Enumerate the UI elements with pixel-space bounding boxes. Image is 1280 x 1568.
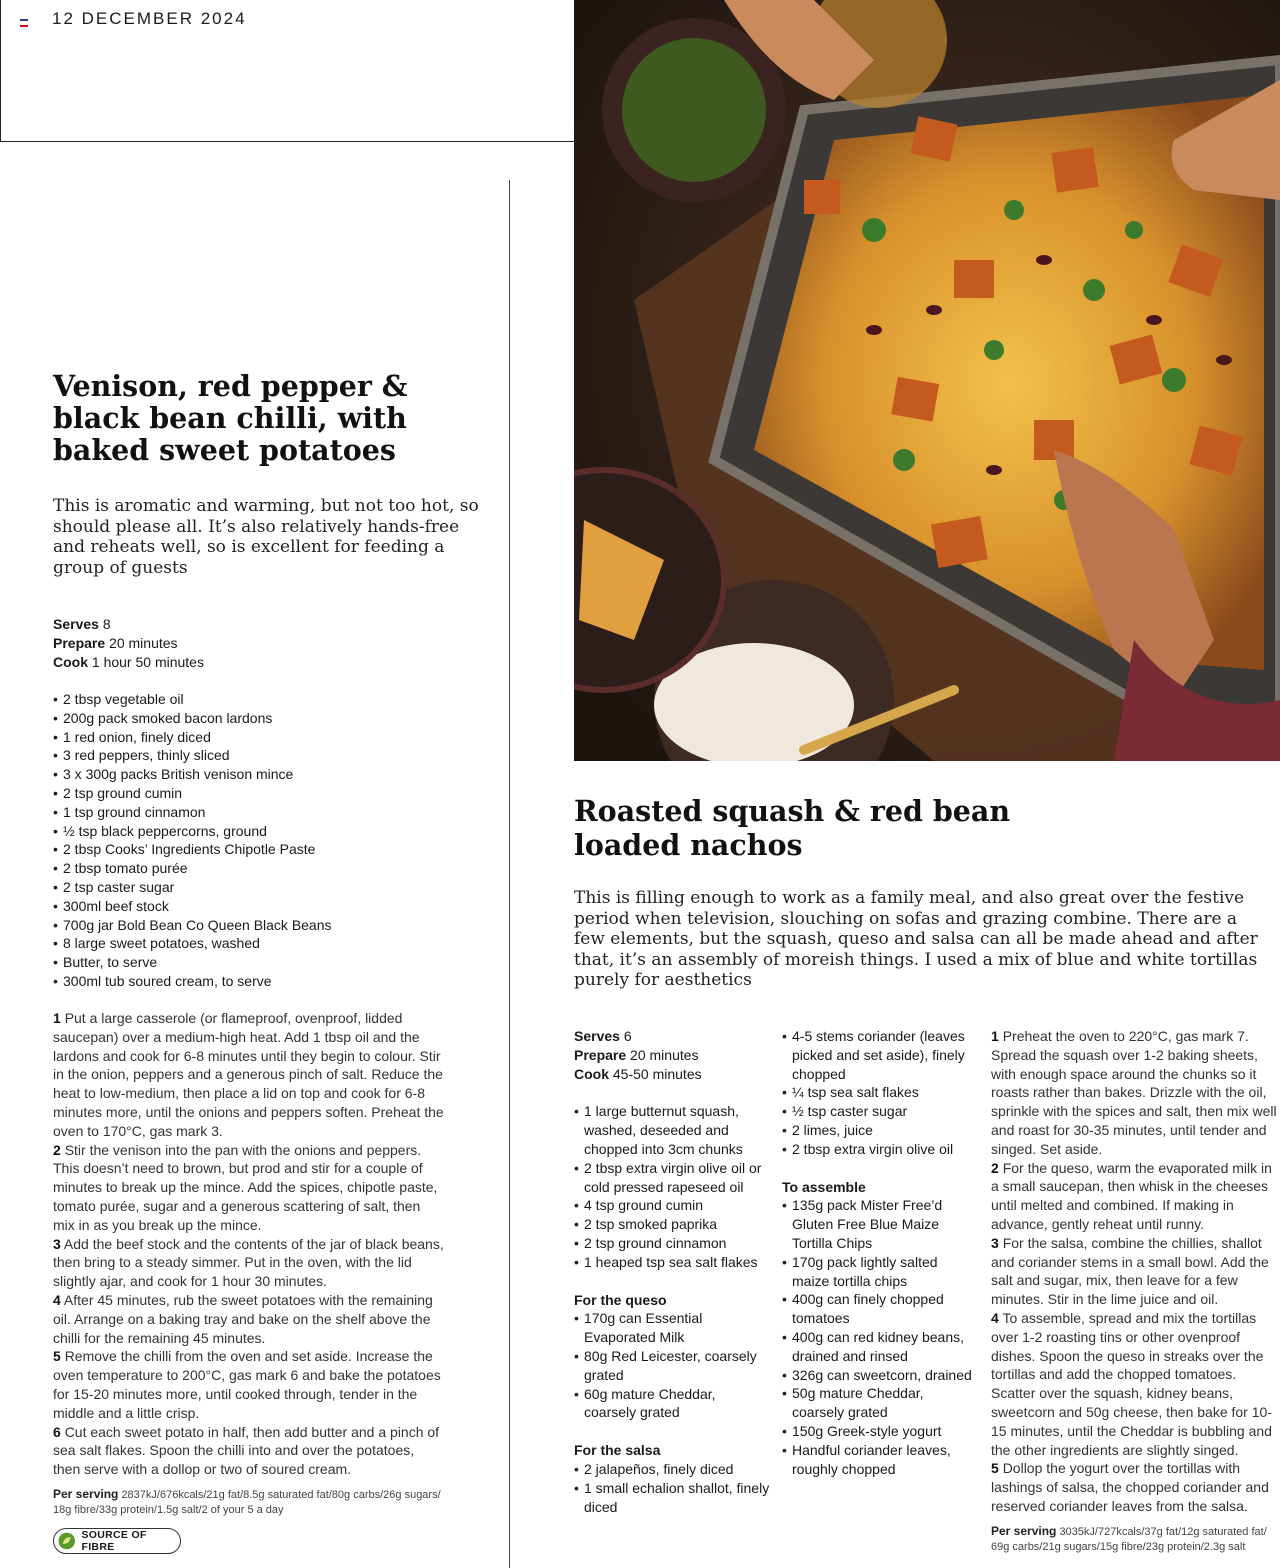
serves: Serves 6 [574, 1028, 632, 1044]
step-text: Remove the chilli from the oven and set aside. Increase the oven temperature to 200°C, gas mark 6 and bake the potatoes for 15-20 minutes more, until cooked through, tender in the middle and a little crisp. [53, 1348, 441, 1421]
step-number: 1 [53, 1010, 61, 1026]
ingredient-item: • 200g pack smoked bacon lardons [53, 709, 493, 728]
ingredient-item: • 1 red onion, finely diced [53, 728, 493, 747]
divider [0, 141, 574, 142]
step-text: Dollop the yogurt over the tortillas with lashings of salsa, the chopped coriander and reserved coriander leaves from the salsa. [991, 1460, 1269, 1514]
ingredient-item: • 2 tsp caster sugar [53, 878, 493, 897]
recipe-intro: This is filling enough to work as a family meal, and also great over the festive period when television, slouching on sofas and grazing combine. There are a few elements, but the squash, queso and salsa can all be made ahead and after that, it’s an assembly of moreish things. I used a mix of blue and white tortillas purely for aesthetics [574, 888, 1258, 990]
ingredient-item: • 135g pack Mister Free’d Gluten Free Blue Maize Tortilla Chips [782, 1196, 972, 1252]
issue-date: 12 DECEMBER 2024 [52, 9, 247, 28]
ingredient-item: • 2 tsp ground cumin [53, 784, 493, 803]
queso-list [574, 1309, 770, 1422]
ingredient-item: • ½ tsp caster sugar [782, 1102, 972, 1121]
ingredient-item: • 300ml tub soured cream, to serve [53, 972, 493, 991]
method-step [53, 1235, 445, 1291]
ingredient-item: • 400g can red kidney beans, drained and rinsed [782, 1328, 972, 1366]
ingredient-item: • 8 large sweet potatoes, washed [53, 934, 493, 953]
step-text: Stir the venison into the pan with the onions and peppers. This doesn’t need to brown, but prod and stir for a couple of minutes to break up the mince. Add the spices, chipotle paste, tomato purée, sugar and a generous scattering of salt, then mix in as you break up the mince. [53, 1141, 438, 1233]
leaf-icon [58, 1532, 76, 1550]
step-number: 1 [991, 1028, 999, 1044]
ingredient-item: • 2 tbsp Cooks’ Ingredients Chipotle Paste [53, 840, 493, 859]
ingredient-item: • Handful coriander leaves, roughly chopped [782, 1441, 972, 1479]
section-heading: To assemble [782, 1178, 866, 1195]
food-illustration [574, 0, 1280, 761]
step-text: For the salsa, combine the chillies, shallot and coriander stems in a small bowl. Add the salt and sugar, mix, then leave for a few minutes. Stir in the lime juice and oil. [991, 1234, 1269, 1308]
step-number: 3 [53, 1235, 61, 1252]
nutrition-info: Per serving 2837kJ/676kcals/21g fat/8.5g saturated fat/80g carbs/26g sugars/ 18g fibre/33g protein/1.5g salt/2 of your 5 a day [53, 1487, 441, 1516]
column-divider [509, 180, 510, 1568]
step-number: 6 [53, 1423, 61, 1440]
ingredient-item: • 400g can finely chopped tomatoes [782, 1290, 972, 1328]
ingredient-item: • ½ tsp black peppercorns, ground [53, 822, 493, 841]
ingredient-item: • 2 jalapeños, finely diced [574, 1460, 770, 1479]
step-text: After 45 minutes, rub the sweet potatoes with the remaining oil. Arrange on a baking tray and bake on the shelf above the chilli for the remaining 45 minutes. [53, 1291, 433, 1346]
step-number: 2 [991, 1159, 999, 1176]
cook-time: Cook 45-50 minutes [574, 1065, 702, 1082]
ingredient-item: • 170g can Essential Evaporated Milk [574, 1309, 770, 1347]
step-number: 4 [53, 1291, 61, 1308]
ingredient-item: • 3 x 300g packs British venison mince [53, 765, 493, 784]
ingredient-item: • 1 small echalion shallot, finely diced [574, 1479, 770, 1517]
method-step [53, 1291, 445, 1347]
section-heading: For the queso [574, 1291, 667, 1308]
salsa-list-continued [782, 1027, 972, 1159]
method-step [53, 1141, 445, 1235]
recipe-meta [574, 1027, 770, 1083]
step-text: Preheat the oven to 220°C, gas mark 7. Spread the squash over 1-2 baking sheets, with enough space around the chunks so it roasts rather than bakes. Drizzle with the oil, sprinkle with the spices and salt, then mix well and roast for 30-35 minutes, until tender and singed. Set aside. [991, 1028, 1277, 1157]
ingredient-item: • 2 tbsp vegetable oil [53, 690, 493, 709]
ingredient-item: • 1 heaped tsp sea salt flakes [574, 1253, 770, 1272]
method-step [991, 1234, 1277, 1309]
step-number: 5 [53, 1348, 61, 1365]
nutrition-info: Per serving 3035kJ/727kcals/37g fat/12g saturated fat/ 69g carbs/21g sugars/15g fibre/23g protein/2.3g salt [991, 1524, 1267, 1553]
ingredient-item: • 1 large butternut squash, washed, deseeded and chopped into 3cm chunks [574, 1102, 770, 1158]
recipe-intro: This is aromatic and warming, but not too hot, so should please all. It’s also relatively hands-free and reheats well, so is excellent for feeding a group of guests [53, 496, 479, 578]
ingredients-column-1 [574, 1027, 770, 1516]
ingredient-item: • 2 tsp ground cinnamon [574, 1234, 770, 1253]
assemble-list [782, 1196, 972, 1478]
ingredient-item: • 60g mature Cheddar, coarsely grated [574, 1385, 770, 1423]
ingredient-item: • 1 tsp ground cinnamon [53, 803, 493, 822]
ingredient-item: • 4 tsp ground cumin [574, 1196, 770, 1215]
method-step [991, 1159, 1277, 1234]
method [53, 1009, 445, 1479]
section-heading: For the salsa [574, 1442, 661, 1459]
ingredient-item: • 170g pack lightly salted maize tortilla chips [782, 1253, 972, 1291]
step-text: Add the beef stock and the contents of the jar of black beans, then bring to a steady simmer. Put in the oven, with the lid slightly ajar, and cook for 1 hour 30 minutes. [53, 1235, 444, 1290]
step-text: Cut each sweet potato in half, then add butter and a pinch of sea salt flakes. Spoon the chilli into and over the potatoes, then serve with a dollop or two of soured cream. [53, 1423, 440, 1478]
method-step [53, 1347, 445, 1422]
step-number: 3 [991, 1234, 999, 1251]
prepare-time: Prepare 20 minutes [574, 1046, 699, 1063]
ingredient-item: • Butter, to serve [53, 953, 493, 972]
step-number: 2 [53, 1141, 61, 1158]
recipe-meta [53, 615, 493, 671]
ingredient-item: • 326g can sweetcorn, drained [782, 1366, 972, 1385]
step-text: Put a large casserole (or flameproof, ovenproof, lidded saucepan) over a medium-high heat. Add 1 tbsp oil and the lardons and cook for 6-8 minutes until they begin to colour. Stir in the onion, peppers and a generous pinch of salt. Reduce the heat to low-medium, then place a lid on top and cook for 6-8 minutes more, until the onions and peppers soften. Preheat the oven to 170°C, gas mark 3. [53, 1010, 444, 1139]
ingredient-item: • 150g Greek-style yogurt [782, 1422, 972, 1441]
divider [0, 0, 1, 141]
salsa-list [574, 1460, 770, 1516]
ingredient-list [53, 690, 493, 991]
method-step [991, 1027, 1277, 1159]
method-step [53, 1009, 445, 1141]
ingredient-item: • ¼ tsp sea salt flakes [782, 1083, 972, 1102]
recipe-title: Roasted squash & red bean loaded nachos [574, 794, 1011, 862]
ingredient-item: • 300ml beef stock [53, 897, 493, 916]
cook-time: Cook 1 hour 50 minutes [53, 653, 204, 670]
ingredient-item: • 4-5 stems coriander (leaves picked and set aside), finely chopped [782, 1027, 972, 1083]
ingredient-list [574, 1102, 770, 1271]
nachos-photo [574, 0, 1280, 761]
method-step [53, 1423, 445, 1479]
ingredient-item: • 3 red peppers, thinly sliced [53, 746, 493, 765]
ingredient-item: • 2 limes, juice [782, 1121, 972, 1140]
ingredient-item: • 2 tbsp extra virgin olive oil or cold pressed rapeseed oil [574, 1159, 770, 1197]
ingredient-item: • 80g Red Leicester, coarsely grated [574, 1347, 770, 1385]
step-text: For the queso, warm the evaporated milk in a small saucepan, then whisk in the cheeses until melted and combined. If making in advance, gently reheat until runny. [991, 1159, 1272, 1232]
method [991, 1027, 1277, 1516]
step-number: 5 [991, 1460, 999, 1477]
ingredients-column-2 [782, 1027, 972, 1478]
prepare-time: Prepare 20 minutes [53, 634, 178, 651]
ingredient-item: • 2 tsp smoked paprika [574, 1215, 770, 1234]
source-of-fibre-badge: SOURCE OF FIBRE [53, 1528, 181, 1554]
method-step [991, 1309, 1277, 1459]
recipe-title: Venison, red pepper & black bean chilli, with baked sweet potatoes [53, 369, 408, 467]
ingredient-item: • 2 tbsp tomato purée [53, 859, 493, 878]
flag-icon [20, 19, 28, 26]
ingredient-item: • 2 tbsp extra virgin olive oil [782, 1140, 972, 1159]
ingredient-item: • 700g jar Bold Bean Co Queen Black Beans [53, 916, 493, 935]
ingredient-item: • 50g mature Cheddar, coarsely grated [782, 1384, 972, 1422]
method-step [991, 1459, 1277, 1515]
serves: Serves 8 [53, 616, 111, 632]
step-text: To assemble, spread and mix the tortillas over 1-2 roasting tins or other ovenproof dishes. Spoon the queso in streaks over the tortillas and add the chopped tomatoes. Scatter over the squash, kidney beans, sweetcorn and 50g cheese, then bake for 10-15 minutes, until the Cheddar is bubbling and the other ingredients are slightly singed. [991, 1309, 1272, 1458]
step-number: 4 [991, 1309, 999, 1326]
